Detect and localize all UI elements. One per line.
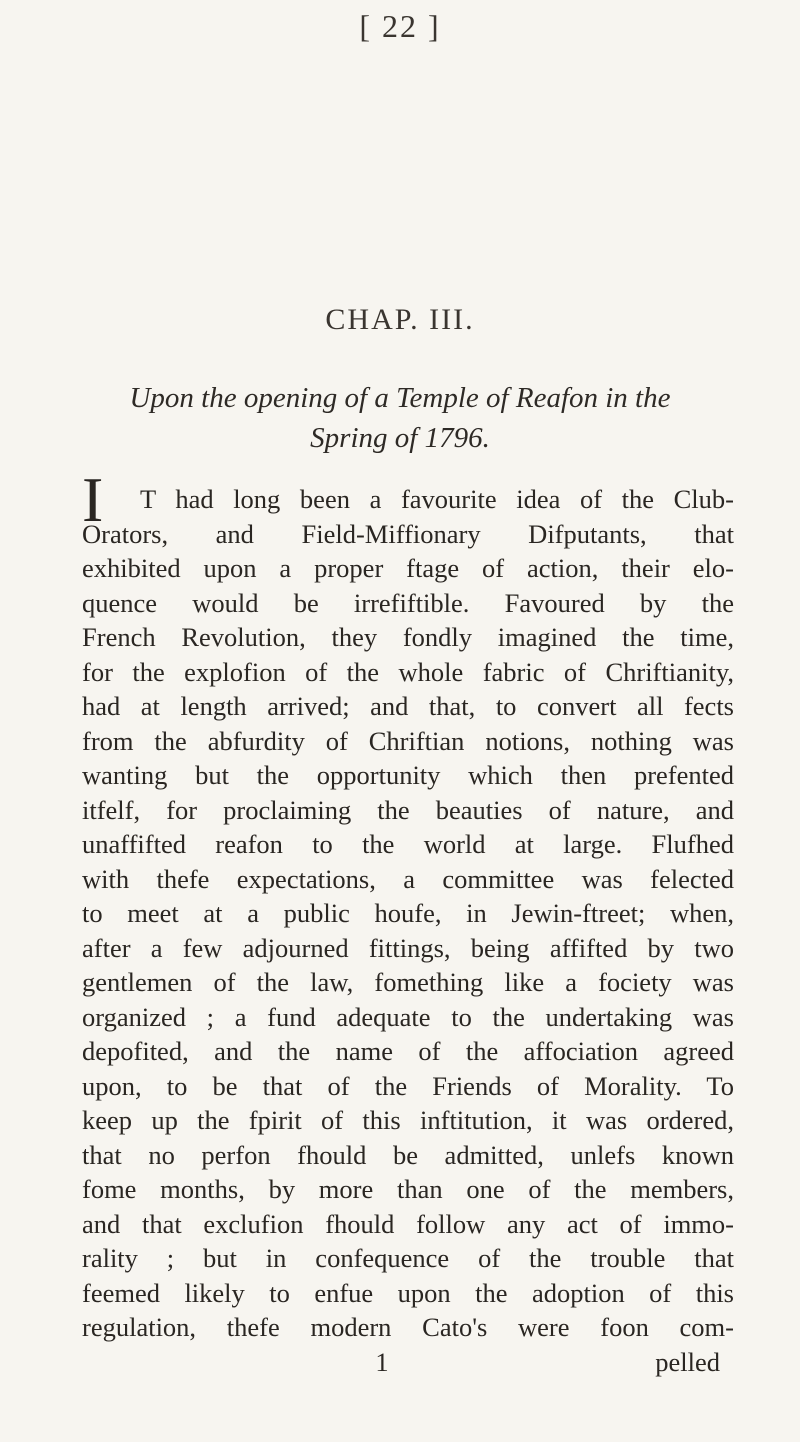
text-line: after a few adjourned fittings, being affifted by two bbox=[82, 932, 734, 963]
text-line: for the explofion of the whole fabric of Chriftianity, bbox=[82, 656, 734, 687]
text-line: gentlemen of the law, fomething like a fociety was bbox=[82, 967, 734, 997]
chapter-subtitle bbox=[0, 378, 800, 458]
text-line: upon, to be that of the Friends of Morality. To bbox=[82, 1070, 734, 1101]
text-line: itfelf, for proclaiming the beauties of nature, and bbox=[82, 794, 734, 825]
text-line: regulation, thefe modern Cato's were foon com- bbox=[82, 1312, 734, 1342]
text-line: that no perfon fhould be admitted, unlefs known bbox=[82, 1139, 734, 1170]
text-line: had at length arrived; and that, to convert all fects bbox=[82, 691, 734, 721]
chapter-heading: CHAP. III. bbox=[325, 303, 475, 336]
text-line: rality ; but in confequence of the trouble that bbox=[82, 1243, 734, 1273]
text-line: French Revolution, they fondly imagined the time, bbox=[82, 622, 734, 652]
body-text bbox=[82, 464, 734, 1379]
text-line: depofited, and the name of the affociation agreed bbox=[82, 1036, 734, 1066]
text-line: fome months, by more than one of the members, bbox=[82, 1174, 734, 1204]
text-line: Orators, and Field-Miffionary Difputants, that bbox=[82, 518, 734, 549]
subtitle-line: Upon the opening of a Temple of Reafon in the bbox=[129, 382, 671, 414]
text-line: and that exclufion fhould follow any act of immo- bbox=[82, 1208, 734, 1239]
text-line: organized ; a fund adequate to the undertaking was bbox=[82, 1001, 734, 1032]
text-line: from the abfurdity of Chriftian notions, nothing was bbox=[82, 725, 734, 756]
signature-line bbox=[82, 1345, 734, 1380]
catchword: pelled bbox=[655, 1346, 720, 1377]
text-line: keep up the fpirit of this inftitution, it was ordered, bbox=[82, 1105, 734, 1135]
text-line: to meet at a public houfe, in Jewin-ftreet; when, bbox=[82, 898, 734, 928]
text-line: exhibited upon a proper ftage of action, their elo- bbox=[82, 553, 734, 583]
subtitle-line: Spring of 1796. bbox=[310, 422, 490, 454]
text-line: T had long been a favourite idea of the Club- bbox=[140, 484, 734, 514]
text-line: unaffifted reafon to the world at large. Flufhed bbox=[82, 829, 734, 859]
text-line: quence would be irrefiftible. Favoured by the bbox=[82, 587, 734, 618]
text-line: with thefe expectations, a committee was felected bbox=[82, 863, 734, 894]
text-line: feemed likely to enfue upon the adoption of this bbox=[82, 1277, 734, 1308]
text-line: wanting but the opportunity which then prefented bbox=[82, 760, 734, 790]
page-number: [ 22 ] bbox=[359, 8, 441, 44]
signature-mark: 1 bbox=[375, 1346, 389, 1377]
drop-cap: I bbox=[82, 464, 104, 535]
